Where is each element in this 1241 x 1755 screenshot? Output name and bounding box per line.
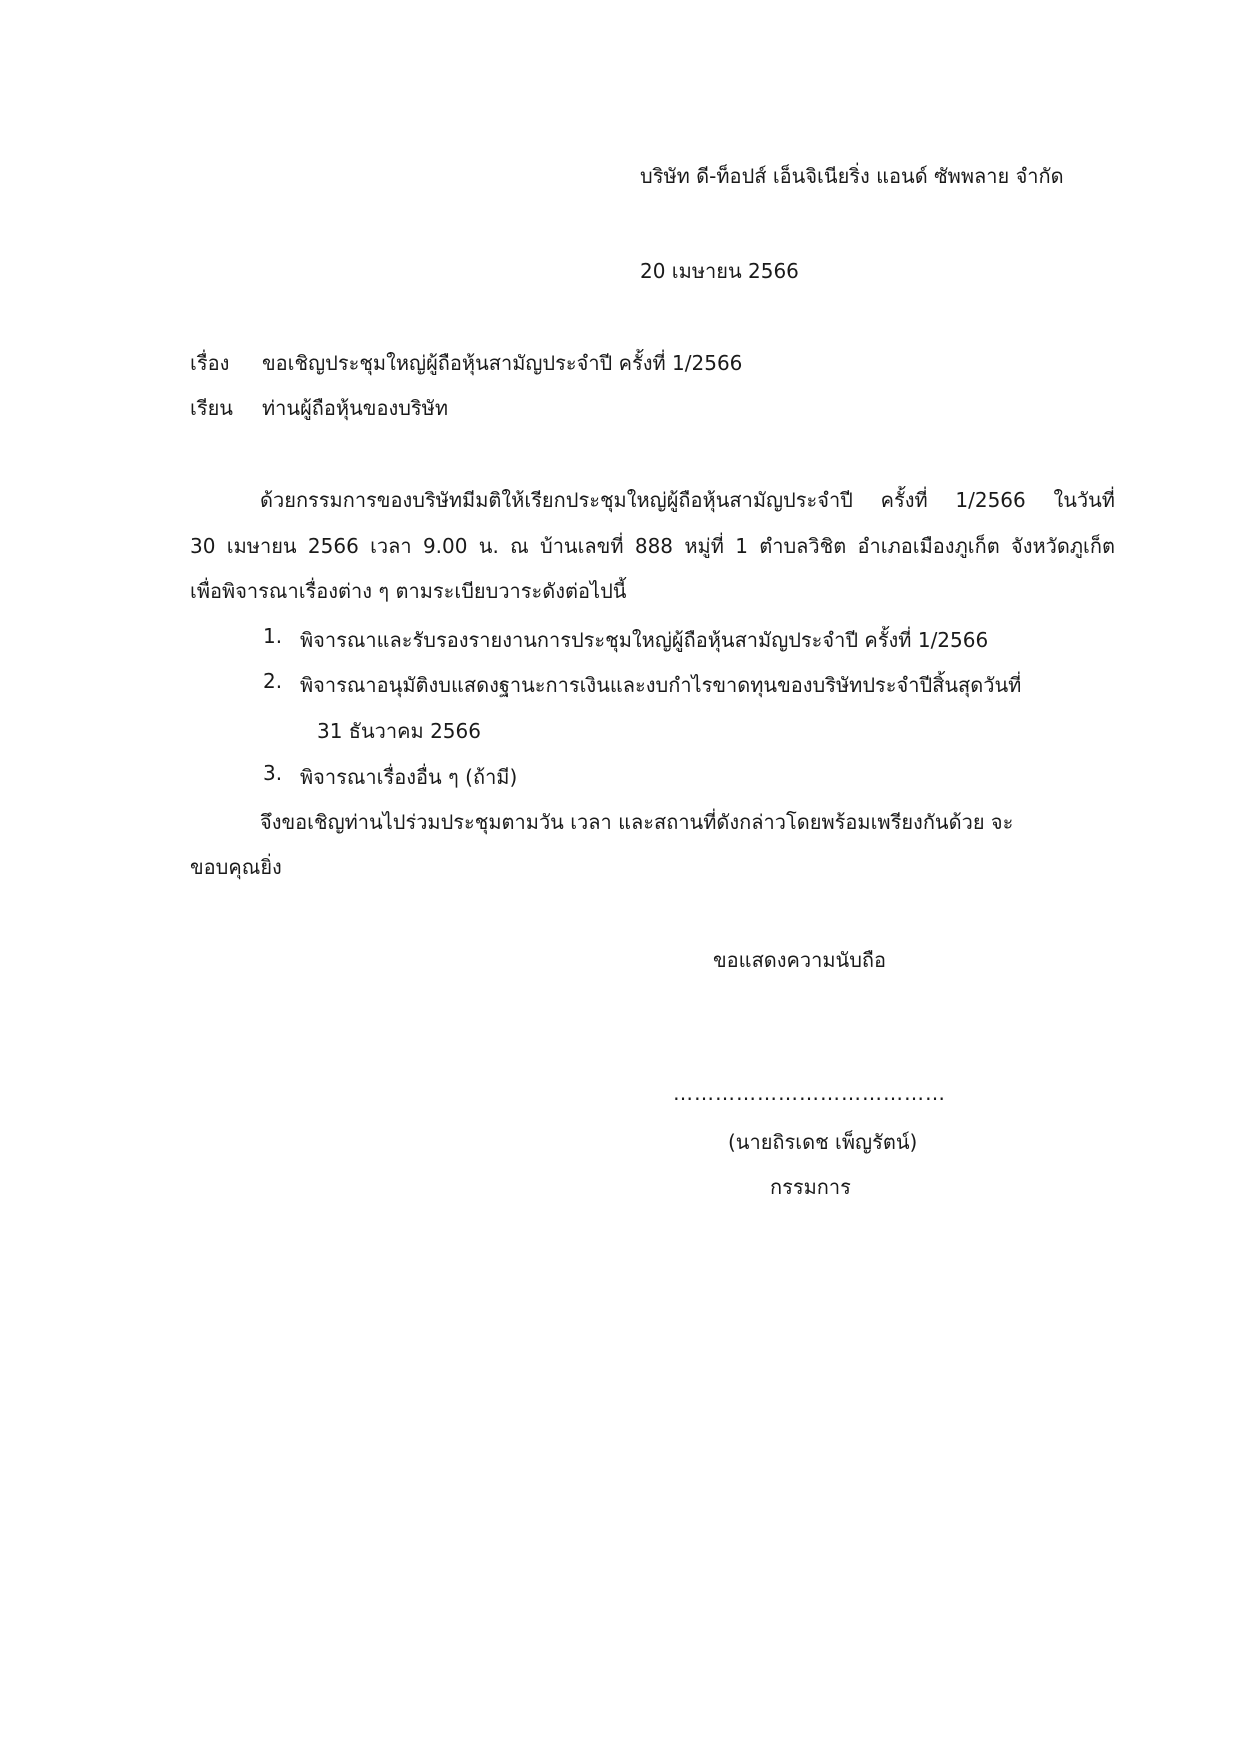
- recipient-label: เรียน: [190, 396, 233, 420]
- recipient-value: ท่านผู้ถือหุ้นของบริษัท: [262, 396, 449, 420]
- agenda-text: พิจารณาและรับรองรายงานการประชุมใหญ่ผู้ถือหุ้นสามัญประจำปี ครั้งที่ 1/2566: [300, 628, 989, 652]
- closing-line-2: ขอบคุณยิ่ง: [190, 855, 282, 879]
- agenda-item: [0, 669, 1241, 699]
- subject-value: ขอเชิญประชุมใหญ่ผู้ถือหุ้นสามัญประจำปี ครั้งที่ 1/2566: [262, 351, 743, 375]
- agenda-item: [0, 761, 1241, 791]
- agenda-text: พิจารณาเรื่องอื่น ๆ (ถ้ามี): [300, 765, 518, 789]
- agenda-number: 1.: [263, 624, 283, 648]
- agenda-text: พิจารณาอนุมัติงบแสดงฐานะการเงินและงบกำไรขาดทุนของบริษัทประจำปีสิ้นสุดวันที่: [300, 673, 1022, 697]
- agenda-text-continuation: 31 ธันวาคม 2566: [317, 719, 481, 743]
- letter-date: 20 เมษายน 2566: [640, 259, 799, 283]
- intro-line-2: 30 เมษายน 2566 เวลา 9.00 น. ณ บ้านเลขที่ 888 หมู่ที่ 1 ตำบลวิชิต อำเภอเมืองภูเก็ต จังหวัดภูเก็ต: [190, 534, 1115, 558]
- subject-label: เรื่อง: [190, 351, 230, 375]
- company-name: บริษัท ดี-ท็อปส์ เอ็นจิเนียริ่ง แอนด์ ซัพพลาย จำกัด: [640, 164, 1064, 188]
- signatory-title: กรรมการ: [770, 1175, 851, 1199]
- regards-text: ขอแสดงความนับถือ: [713, 948, 887, 972]
- agenda-number: 2.: [263, 669, 283, 693]
- intro-line-1: ด้วยกรรมการของบริษัทมีมติให้เรียกประชุมใหญ่ผู้ถือหุ้นสามัญประจำปี ครั้งที่ 1/2566 ในวันที่: [260, 488, 1115, 512]
- agenda-item: [0, 624, 1241, 654]
- recipient-row: [0, 392, 1241, 422]
- closing-line-1: จึงขอเชิญท่านไปร่วมประชุมตามวัน เวลา และสถานที่ดังกล่าวโดยพร้อมเพรียงกันด้วย จะ: [260, 810, 1014, 834]
- signatory-name: (นายถิรเดช เพ็ญรัตน์): [728, 1130, 918, 1154]
- intro-line-3: เพื่อพิจารณาเรื่องต่าง ๆ ตามระเบียบวาระดังต่อไปนี้: [190, 579, 627, 603]
- subject-row: [0, 347, 1241, 377]
- agenda-number: 3.: [263, 761, 283, 785]
- signature-line: …………………………………: [673, 1081, 946, 1105]
